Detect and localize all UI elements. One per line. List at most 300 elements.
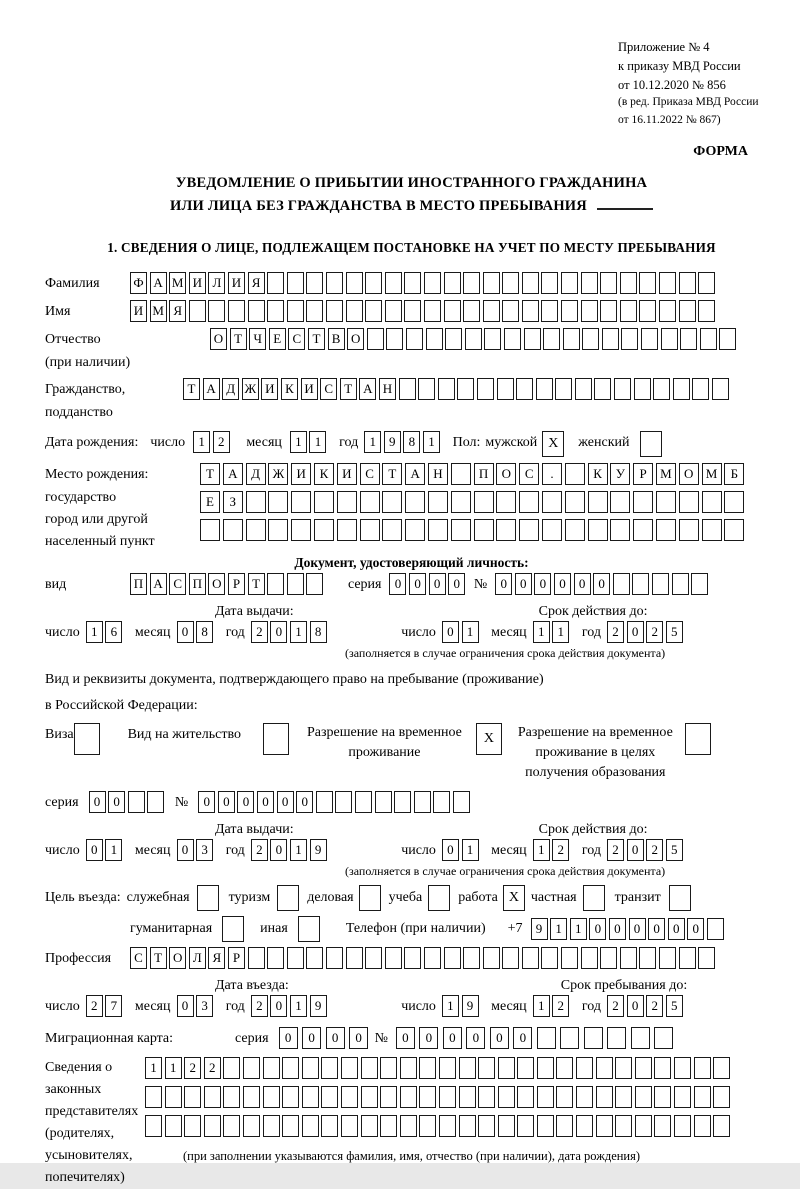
char-cell[interactable]: 1 — [309, 431, 326, 453]
char-cell[interactable] — [659, 272, 676, 294]
char-cell[interactable]: 0 — [326, 1027, 345, 1049]
char-cell[interactable] — [713, 1115, 730, 1137]
char-cell[interactable] — [702, 519, 722, 541]
char-cell[interactable] — [561, 947, 578, 969]
char-cell[interactable] — [444, 300, 461, 322]
char-cell[interactable]: И — [301, 378, 318, 400]
char-cell[interactable]: 0 — [490, 1027, 509, 1049]
char-cell[interactable] — [406, 328, 423, 350]
char-cell[interactable] — [596, 1057, 613, 1079]
char-cell[interactable]: 2 — [646, 995, 663, 1017]
char-cell[interactable] — [243, 1057, 260, 1079]
char-cell[interactable]: 1 — [86, 621, 103, 643]
char-cell[interactable] — [679, 491, 699, 513]
char-cell[interactable]: 0 — [495, 573, 512, 595]
char-cell[interactable] — [584, 1027, 603, 1049]
char-cell[interactable] — [517, 1086, 534, 1108]
char-cell[interactable] — [620, 272, 637, 294]
char-cell[interactable] — [502, 947, 519, 969]
char-cell[interactable]: И — [291, 463, 311, 485]
char-cell[interactable] — [208, 300, 225, 322]
char-cell[interactable]: И — [189, 272, 206, 294]
char-cell[interactable]: Я — [169, 300, 186, 322]
char-cell[interactable] — [428, 519, 448, 541]
char-cell[interactable]: 0 — [277, 791, 294, 813]
char-cell[interactable] — [588, 491, 608, 513]
char-cell[interactable]: М — [702, 463, 722, 485]
char-cell[interactable] — [404, 300, 421, 322]
char-cell[interactable] — [184, 1086, 201, 1108]
char-cell[interactable] — [654, 1086, 671, 1108]
char-cell[interactable]: М — [656, 463, 676, 485]
char-cell[interactable] — [478, 1086, 495, 1108]
char-cell[interactable] — [306, 573, 323, 595]
char-cell[interactable] — [679, 300, 696, 322]
char-cell[interactable]: 0 — [448, 573, 465, 595]
char-cell[interactable] — [414, 791, 431, 813]
char-cell[interactable]: Т — [340, 378, 357, 400]
char-cell[interactable]: Ч — [249, 328, 266, 350]
char-cell[interactable]: 0 — [627, 621, 644, 643]
char-cell[interactable]: 1 — [165, 1057, 182, 1079]
char-cell[interactable]: Т — [230, 328, 247, 350]
char-cell[interactable] — [536, 378, 553, 400]
char-cell[interactable] — [282, 1057, 299, 1079]
char-cell[interactable]: 5 — [666, 621, 683, 643]
char-cell[interactable] — [537, 1027, 556, 1049]
char-cell[interactable] — [346, 947, 363, 969]
char-cell[interactable]: 1 — [145, 1057, 162, 1079]
char-cell[interactable]: 0 — [466, 1027, 485, 1049]
char-cell[interactable] — [306, 272, 323, 294]
char-cell[interactable] — [145, 1086, 162, 1108]
char-cell[interactable] — [522, 947, 539, 969]
char-cell[interactable] — [519, 519, 539, 541]
char-cell[interactable] — [385, 272, 402, 294]
char-cell[interactable] — [360, 519, 380, 541]
char-cell[interactable] — [498, 1086, 515, 1108]
char-cell[interactable] — [433, 791, 450, 813]
char-cell[interactable] — [321, 1086, 338, 1108]
char-cell[interactable] — [267, 573, 284, 595]
char-cell[interactable]: 1 — [533, 995, 550, 1017]
char-cell[interactable]: И — [261, 378, 278, 400]
char-cell[interactable] — [287, 573, 304, 595]
char-cell[interactable] — [652, 573, 669, 595]
char-cell[interactable]: 0 — [627, 995, 644, 1017]
char-cell[interactable]: 0 — [270, 621, 287, 643]
char-cell[interactable] — [621, 328, 638, 350]
char-cell[interactable] — [361, 1086, 378, 1108]
char-cell[interactable] — [361, 1115, 378, 1137]
char-cell[interactable] — [263, 1115, 280, 1137]
char-cell[interactable]: 1 — [364, 431, 381, 453]
char-cell[interactable]: 2 — [552, 839, 569, 861]
char-cell[interactable]: 2 — [184, 1057, 201, 1079]
char-cell[interactable] — [268, 491, 288, 513]
char-cell[interactable]: 0 — [429, 573, 446, 595]
char-cell[interactable]: О — [347, 328, 364, 350]
char-cell[interactable] — [321, 1115, 338, 1137]
char-cell[interactable]: Л — [189, 947, 206, 969]
char-cell[interactable]: М — [169, 272, 186, 294]
temp-residence-checkbox[interactable]: X — [476, 723, 502, 755]
char-cell[interactable]: 0 — [515, 573, 532, 595]
char-cell[interactable]: 0 — [442, 621, 459, 643]
char-cell[interactable] — [504, 328, 521, 350]
char-cell[interactable] — [565, 519, 585, 541]
char-cell[interactable] — [337, 491, 357, 513]
char-cell[interactable] — [474, 491, 494, 513]
char-cell[interactable]: Я — [248, 272, 265, 294]
char-cell[interactable] — [246, 519, 266, 541]
char-cell[interactable]: 1 — [290, 621, 307, 643]
char-cell[interactable]: Н — [379, 378, 396, 400]
char-cell[interactable]: Д — [222, 378, 239, 400]
char-cell[interactable] — [679, 519, 699, 541]
char-cell[interactable]: 1 — [462, 839, 479, 861]
char-cell[interactable] — [404, 272, 421, 294]
char-cell[interactable]: Н — [428, 463, 448, 485]
char-cell[interactable] — [659, 947, 676, 969]
char-cell[interactable] — [581, 947, 598, 969]
char-cell[interactable]: А — [203, 378, 220, 400]
char-cell[interactable] — [382, 491, 402, 513]
char-cell[interactable] — [719, 328, 736, 350]
char-cell[interactable] — [556, 1086, 573, 1108]
char-cell[interactable] — [439, 1057, 456, 1079]
char-cell[interactable] — [556, 1115, 573, 1137]
char-cell[interactable] — [263, 1086, 280, 1108]
char-cell[interactable] — [463, 300, 480, 322]
char-cell[interactable]: 1 — [290, 839, 307, 861]
char-cell[interactable] — [478, 1115, 495, 1137]
purpose-humanitarian-checkbox[interactable] — [222, 916, 244, 942]
char-cell[interactable]: 0 — [237, 791, 254, 813]
char-cell[interactable]: 9 — [531, 918, 548, 940]
char-cell[interactable] — [405, 491, 425, 513]
char-cell[interactable] — [563, 328, 580, 350]
char-cell[interactable] — [438, 378, 455, 400]
char-cell[interactable]: 2 — [646, 621, 663, 643]
char-cell[interactable] — [341, 1115, 358, 1137]
char-cell[interactable] — [541, 947, 558, 969]
purpose-business-checkbox[interactable] — [359, 885, 381, 911]
char-cell[interactable]: О — [169, 947, 186, 969]
char-cell[interactable] — [517, 1057, 534, 1079]
char-cell[interactable] — [223, 1057, 240, 1079]
char-cell[interactable] — [291, 519, 311, 541]
char-cell[interactable] — [385, 947, 402, 969]
char-cell[interactable]: О — [210, 328, 227, 350]
char-cell[interactable]: Ж — [242, 378, 259, 400]
char-cell[interactable]: 2 — [646, 839, 663, 861]
char-cell[interactable] — [641, 328, 658, 350]
char-cell[interactable] — [189, 300, 206, 322]
char-cell[interactable] — [522, 300, 539, 322]
char-cell[interactable] — [654, 1027, 673, 1049]
char-cell[interactable] — [620, 300, 637, 322]
char-cell[interactable] — [419, 1115, 436, 1137]
char-cell[interactable] — [698, 947, 715, 969]
char-cell[interactable]: Ф — [130, 272, 147, 294]
char-cell[interactable]: С — [169, 573, 186, 595]
char-cell[interactable]: 0 — [257, 791, 274, 813]
char-cell[interactable] — [635, 1086, 652, 1108]
char-cell[interactable] — [620, 947, 637, 969]
char-cell[interactable]: А — [405, 463, 425, 485]
char-cell[interactable] — [380, 1086, 397, 1108]
char-cell[interactable] — [694, 1086, 711, 1108]
char-cell[interactable] — [639, 272, 656, 294]
char-cell[interactable] — [400, 1057, 417, 1079]
char-cell[interactable] — [565, 491, 585, 513]
char-cell[interactable]: 0 — [629, 918, 646, 940]
char-cell[interactable] — [656, 491, 676, 513]
char-cell[interactable] — [582, 328, 599, 350]
char-cell[interactable]: С — [130, 947, 147, 969]
char-cell[interactable] — [656, 519, 676, 541]
char-cell[interactable]: Т — [382, 463, 402, 485]
char-cell[interactable] — [537, 1115, 554, 1137]
char-cell[interactable]: 8 — [196, 621, 213, 643]
char-cell[interactable]: 0 — [409, 573, 426, 595]
char-cell[interactable] — [445, 328, 462, 350]
char-cell[interactable] — [404, 947, 421, 969]
char-cell[interactable] — [243, 1115, 260, 1137]
char-cell[interactable]: 0 — [177, 995, 194, 1017]
char-cell[interactable]: С — [288, 328, 305, 350]
char-cell[interactable]: Р — [228, 573, 245, 595]
char-cell[interactable]: 1 — [423, 431, 440, 453]
char-cell[interactable] — [654, 1115, 671, 1137]
char-cell[interactable] — [602, 328, 619, 350]
char-cell[interactable]: 1 — [570, 918, 587, 940]
char-cell[interactable] — [428, 491, 448, 513]
char-cell[interactable] — [724, 491, 744, 513]
char-cell[interactable]: 2 — [607, 839, 624, 861]
char-cell[interactable] — [268, 519, 288, 541]
char-cell[interactable] — [365, 947, 382, 969]
char-cell[interactable]: 0 — [589, 918, 606, 940]
char-cell[interactable] — [614, 378, 631, 400]
char-cell[interactable]: 2 — [251, 995, 268, 1017]
char-cell[interactable]: 2 — [204, 1057, 221, 1079]
char-cell[interactable] — [484, 328, 501, 350]
char-cell[interactable] — [405, 519, 425, 541]
char-cell[interactable] — [581, 300, 598, 322]
char-cell[interactable]: 0 — [177, 839, 194, 861]
char-cell[interactable] — [659, 300, 676, 322]
char-cell[interactable]: 2 — [251, 839, 268, 861]
char-cell[interactable] — [326, 947, 343, 969]
char-cell[interactable] — [600, 272, 617, 294]
char-cell[interactable] — [474, 519, 494, 541]
char-cell[interactable]: Л — [208, 272, 225, 294]
char-cell[interactable]: С — [320, 378, 337, 400]
char-cell[interactable] — [524, 328, 541, 350]
char-cell[interactable]: И — [130, 300, 147, 322]
char-cell[interactable] — [610, 519, 630, 541]
char-cell[interactable] — [263, 1057, 280, 1079]
char-cell[interactable] — [654, 1057, 671, 1079]
char-cell[interactable]: 0 — [177, 621, 194, 643]
char-cell[interactable] — [246, 491, 266, 513]
char-cell[interactable] — [355, 791, 372, 813]
char-cell[interactable] — [287, 300, 304, 322]
char-cell[interactable] — [556, 1057, 573, 1079]
char-cell[interactable]: 0 — [534, 573, 551, 595]
char-cell[interactable] — [248, 947, 265, 969]
char-cell[interactable] — [399, 378, 416, 400]
purpose-other-checkbox[interactable] — [298, 916, 320, 942]
char-cell[interactable] — [282, 1086, 299, 1108]
char-cell[interactable] — [360, 491, 380, 513]
char-cell[interactable]: И — [228, 272, 245, 294]
char-cell[interactable]: 0 — [349, 1027, 368, 1049]
char-cell[interactable] — [365, 272, 382, 294]
char-cell[interactable]: Я — [208, 947, 225, 969]
char-cell[interactable]: 0 — [270, 995, 287, 1017]
char-cell[interactable] — [463, 947, 480, 969]
char-cell[interactable] — [635, 1057, 652, 1079]
char-cell[interactable] — [394, 791, 411, 813]
char-cell[interactable]: 0 — [396, 1027, 415, 1049]
char-cell[interactable] — [698, 272, 715, 294]
char-cell[interactable] — [674, 1057, 691, 1079]
char-cell[interactable]: Т — [200, 463, 220, 485]
char-cell[interactable]: 0 — [687, 918, 704, 940]
char-cell[interactable] — [380, 1115, 397, 1137]
char-cell[interactable]: 0 — [627, 839, 644, 861]
char-cell[interactable] — [653, 378, 670, 400]
char-cell[interactable]: Д — [246, 463, 266, 485]
char-cell[interactable]: 0 — [668, 918, 685, 940]
char-cell[interactable]: 0 — [198, 791, 215, 813]
char-cell[interactable]: 0 — [279, 1027, 298, 1049]
char-cell[interactable]: И — [337, 463, 357, 485]
char-cell[interactable] — [365, 300, 382, 322]
char-cell[interactable] — [698, 300, 715, 322]
char-cell[interactable] — [517, 1115, 534, 1137]
char-cell[interactable]: 9 — [310, 995, 327, 1017]
char-cell[interactable] — [674, 1086, 691, 1108]
char-cell[interactable] — [306, 947, 323, 969]
char-cell[interactable]: Т — [183, 378, 200, 400]
char-cell[interactable] — [596, 1086, 613, 1108]
char-cell[interactable] — [483, 272, 500, 294]
char-cell[interactable]: 1 — [442, 995, 459, 1017]
char-cell[interactable] — [184, 1115, 201, 1137]
char-cell[interactable] — [314, 491, 334, 513]
char-cell[interactable] — [502, 300, 519, 322]
char-cell[interactable] — [560, 1027, 579, 1049]
char-cell[interactable] — [596, 1115, 613, 1137]
char-cell[interactable] — [561, 300, 578, 322]
char-cell[interactable] — [496, 519, 516, 541]
char-cell[interactable] — [306, 300, 323, 322]
char-cell[interactable] — [457, 378, 474, 400]
purpose-transit-checkbox[interactable] — [669, 885, 691, 911]
char-cell[interactable]: 0 — [218, 791, 235, 813]
char-cell[interactable]: 0 — [419, 1027, 438, 1049]
char-cell[interactable] — [316, 791, 333, 813]
char-cell[interactable]: 0 — [296, 791, 313, 813]
char-cell[interactable] — [291, 491, 311, 513]
char-cell[interactable] — [498, 1057, 515, 1079]
char-cell[interactable]: 0 — [108, 791, 125, 813]
char-cell[interactable] — [223, 519, 243, 541]
char-cell[interactable] — [633, 491, 653, 513]
char-cell[interactable] — [228, 300, 245, 322]
char-cell[interactable] — [615, 1086, 632, 1108]
char-cell[interactable]: 0 — [86, 839, 103, 861]
char-cell[interactable]: П — [189, 573, 206, 595]
char-cell[interactable] — [451, 519, 471, 541]
gender-female-checkbox[interactable] — [640, 431, 662, 457]
char-cell[interactable] — [712, 378, 729, 400]
char-cell[interactable] — [692, 378, 709, 400]
char-cell[interactable] — [724, 519, 744, 541]
char-cell[interactable]: 9 — [462, 995, 479, 1017]
visa-checkbox[interactable] — [74, 723, 100, 755]
char-cell[interactable] — [632, 573, 649, 595]
char-cell[interactable] — [496, 491, 516, 513]
char-cell[interactable] — [314, 519, 334, 541]
char-cell[interactable] — [248, 300, 265, 322]
char-cell[interactable]: П — [474, 463, 494, 485]
char-cell[interactable]: 2 — [607, 621, 624, 643]
char-cell[interactable] — [346, 300, 363, 322]
char-cell[interactable] — [302, 1086, 319, 1108]
char-cell[interactable] — [672, 573, 689, 595]
char-cell[interactable] — [424, 947, 441, 969]
char-cell[interactable] — [702, 491, 722, 513]
char-cell[interactable] — [576, 1115, 593, 1137]
char-cell[interactable]: 1 — [290, 431, 307, 453]
char-cell[interactable] — [386, 328, 403, 350]
char-cell[interactable] — [165, 1086, 182, 1108]
temp-residence-education-checkbox[interactable] — [685, 723, 711, 755]
char-cell[interactable] — [375, 791, 392, 813]
char-cell[interactable] — [543, 328, 560, 350]
char-cell[interactable] — [565, 463, 585, 485]
char-cell[interactable] — [588, 519, 608, 541]
char-cell[interactable] — [223, 1086, 240, 1108]
char-cell[interactable] — [537, 1057, 554, 1079]
char-cell[interactable]: В — [328, 328, 345, 350]
char-cell[interactable] — [267, 300, 284, 322]
char-cell[interactable]: Т — [308, 328, 325, 350]
char-cell[interactable] — [380, 1057, 397, 1079]
char-cell[interactable]: 1 — [462, 621, 479, 643]
char-cell[interactable]: Т — [248, 573, 265, 595]
char-cell[interactable] — [444, 947, 461, 969]
char-cell[interactable]: 2 — [607, 995, 624, 1017]
char-cell[interactable] — [631, 1027, 650, 1049]
char-cell[interactable]: 0 — [270, 839, 287, 861]
char-cell[interactable] — [439, 1115, 456, 1137]
char-cell[interactable] — [581, 272, 598, 294]
char-cell[interactable]: 0 — [609, 918, 626, 940]
char-cell[interactable] — [594, 378, 611, 400]
char-cell[interactable]: 0 — [574, 573, 591, 595]
char-cell[interactable] — [367, 328, 384, 350]
char-cell[interactable] — [615, 1115, 632, 1137]
char-cell[interactable] — [418, 378, 435, 400]
char-cell[interactable] — [459, 1057, 476, 1079]
char-cell[interactable]: З — [223, 491, 243, 513]
